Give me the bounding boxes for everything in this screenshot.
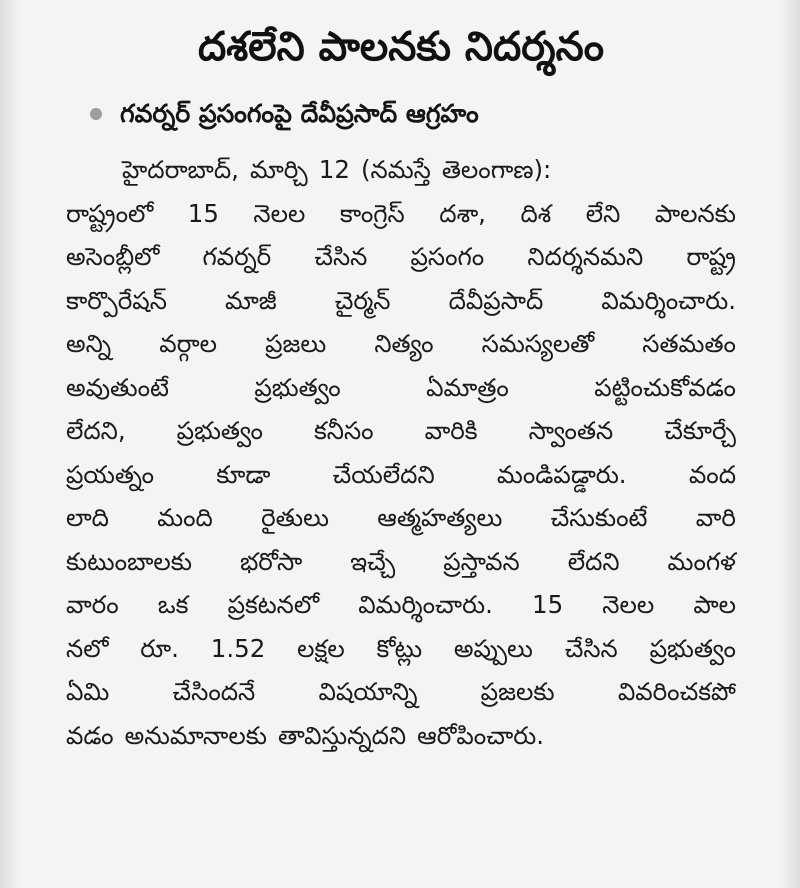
body-line bbox=[66, 366, 736, 410]
body-word: కూడా bbox=[216, 459, 271, 489]
body-word: లక్షల bbox=[297, 633, 345, 663]
body-word: రైతులు bbox=[261, 503, 330, 532]
body-word: కాంగ్రెస్ bbox=[339, 198, 405, 228]
body-word: తెలంగాణ): bbox=[441, 155, 552, 184]
body-word: అనుమానాలకు bbox=[124, 720, 268, 750]
body-word: చేసిన bbox=[314, 242, 368, 271]
body-word: స్వాంతన bbox=[528, 416, 614, 445]
bullet-icon bbox=[90, 108, 102, 120]
body-word: ఆత్మహత్యలు bbox=[377, 503, 503, 532]
body-word: (నమస్తే bbox=[360, 155, 431, 184]
body-line bbox=[66, 627, 736, 671]
body-word: ఒక bbox=[157, 590, 189, 619]
body-word: దేవీప్రసాద్ bbox=[448, 285, 544, 315]
body-word: నిదర్శనమని bbox=[527, 242, 644, 271]
body-word: గవర్నర్ bbox=[202, 242, 272, 271]
body-word: విమర్శించారు. bbox=[358, 590, 493, 619]
body-word: ప్రజలకు bbox=[480, 677, 555, 706]
body-word: నెలల bbox=[602, 590, 655, 619]
body-word: లేని bbox=[585, 198, 621, 228]
body-word: వారికి bbox=[424, 416, 478, 445]
body-word: అవుతుంటే bbox=[66, 372, 169, 402]
body-word: లేదని, bbox=[66, 416, 126, 445]
body-word: ప్రభుత్వం bbox=[176, 416, 263, 445]
body-word: ప్రభుత్వం bbox=[649, 633, 736, 663]
body-word: రూ. bbox=[140, 633, 179, 663]
body-word: ప్రసంగం bbox=[410, 242, 485, 271]
body-word: పాల bbox=[693, 590, 736, 619]
body-word: భరోసా bbox=[239, 546, 303, 576]
body-word: మండిపడ్డారు. bbox=[496, 459, 627, 489]
body-word: వడం bbox=[66, 720, 114, 750]
body-word: రాష్ట్రంలో bbox=[66, 198, 154, 228]
body-word: చేసుకుంటే bbox=[550, 503, 648, 532]
body-word: లాది bbox=[66, 503, 109, 532]
body-word: నలో bbox=[66, 633, 109, 663]
body-word: ఆరోపించారు. bbox=[417, 720, 545, 750]
subheadline-text: గవర్నర్ ప్రసంగంపై దేవీప్రసాద్ ఆగ్రహం bbox=[120, 99, 479, 128]
body-word: రాష్ట్ర bbox=[686, 242, 736, 271]
body-word: సమస్యలతో bbox=[481, 329, 595, 358]
body-word: ప్రయత్నం bbox=[66, 459, 155, 489]
body-word: ప్రకటనలో bbox=[227, 590, 320, 619]
body-line bbox=[66, 235, 736, 279]
body-word: అసెంబ్లీలో bbox=[66, 242, 160, 271]
body-word: ఏమి bbox=[66, 677, 110, 706]
body-word: 12 bbox=[318, 155, 350, 184]
body-word: నెలల bbox=[253, 198, 306, 228]
body-word: కోట్లు bbox=[376, 633, 423, 663]
body-word: 15 bbox=[531, 590, 564, 619]
body-line bbox=[66, 322, 736, 366]
body-line bbox=[66, 279, 736, 323]
body-word: పాలనకు bbox=[654, 198, 736, 228]
body-word: వారం bbox=[66, 590, 119, 619]
body-word: వర్గాల bbox=[159, 329, 217, 358]
body-word: దశా, bbox=[439, 198, 486, 228]
body-word: చైర్మన్ bbox=[334, 285, 391, 315]
body-word: పట్టించుకోవడం bbox=[594, 372, 736, 402]
body-word: ప్రజలు bbox=[265, 329, 327, 358]
body-word: ప్రభుత్వం bbox=[254, 372, 341, 402]
body-word: అన్ని bbox=[66, 329, 112, 358]
body-word: 1.52 bbox=[210, 633, 266, 663]
body-word: లేదని bbox=[567, 546, 620, 576]
article-body bbox=[66, 148, 736, 757]
body-word: దిశ bbox=[520, 198, 552, 228]
headline: దశలేని పాలనకు నిదర్శనం bbox=[197, 24, 604, 70]
scan-shadow-left bbox=[0, 0, 22, 888]
body-line bbox=[66, 583, 736, 627]
body-line bbox=[66, 670, 736, 714]
body-line bbox=[66, 453, 736, 497]
body-word: అప్పులు bbox=[453, 633, 533, 663]
scan-shadow-right bbox=[778, 0, 800, 888]
body-word: కార్పొరేషన్ bbox=[66, 285, 167, 315]
body-word: కుటుంబాలకు bbox=[66, 546, 192, 576]
body-word: ఏమాత్రం bbox=[426, 372, 509, 402]
body-word: వంద bbox=[688, 459, 736, 489]
body-word: ప్రస్తావన bbox=[443, 546, 520, 576]
body-word: సతమతం bbox=[642, 329, 736, 358]
body-word: వారి bbox=[695, 503, 736, 532]
body-word: విమర్శించారు. bbox=[601, 285, 736, 315]
body-word: చేయలేదని bbox=[332, 459, 435, 489]
body-line bbox=[66, 496, 736, 540]
body-word: చేకూర్చే bbox=[664, 416, 736, 445]
body-word: మంగళ bbox=[667, 546, 736, 576]
body-line bbox=[66, 148, 736, 192]
body-word: మార్చి bbox=[249, 155, 308, 184]
body-word: కనీసం bbox=[313, 416, 374, 445]
body-word: ఇచ్చే bbox=[350, 546, 396, 576]
body-word: హైదరాబాద్, bbox=[122, 155, 239, 184]
body-word: నిత్యం bbox=[374, 329, 434, 358]
body-word: 15 bbox=[187, 198, 219, 228]
body-word: చేసిందనే bbox=[172, 677, 256, 706]
body-word: చేసిన bbox=[564, 633, 618, 663]
subheadline bbox=[90, 94, 736, 134]
body-line bbox=[66, 192, 736, 236]
body-word: విషయాన్ని bbox=[318, 677, 418, 706]
body-word: తావిస్తున్నదని bbox=[278, 720, 407, 750]
body-word: మాజీ bbox=[224, 285, 277, 315]
body-word: వివరించకపో bbox=[617, 677, 736, 706]
body-line bbox=[66, 714, 736, 758]
body-word: మంది bbox=[157, 503, 213, 532]
body-line bbox=[66, 540, 736, 584]
body-line bbox=[66, 409, 736, 453]
